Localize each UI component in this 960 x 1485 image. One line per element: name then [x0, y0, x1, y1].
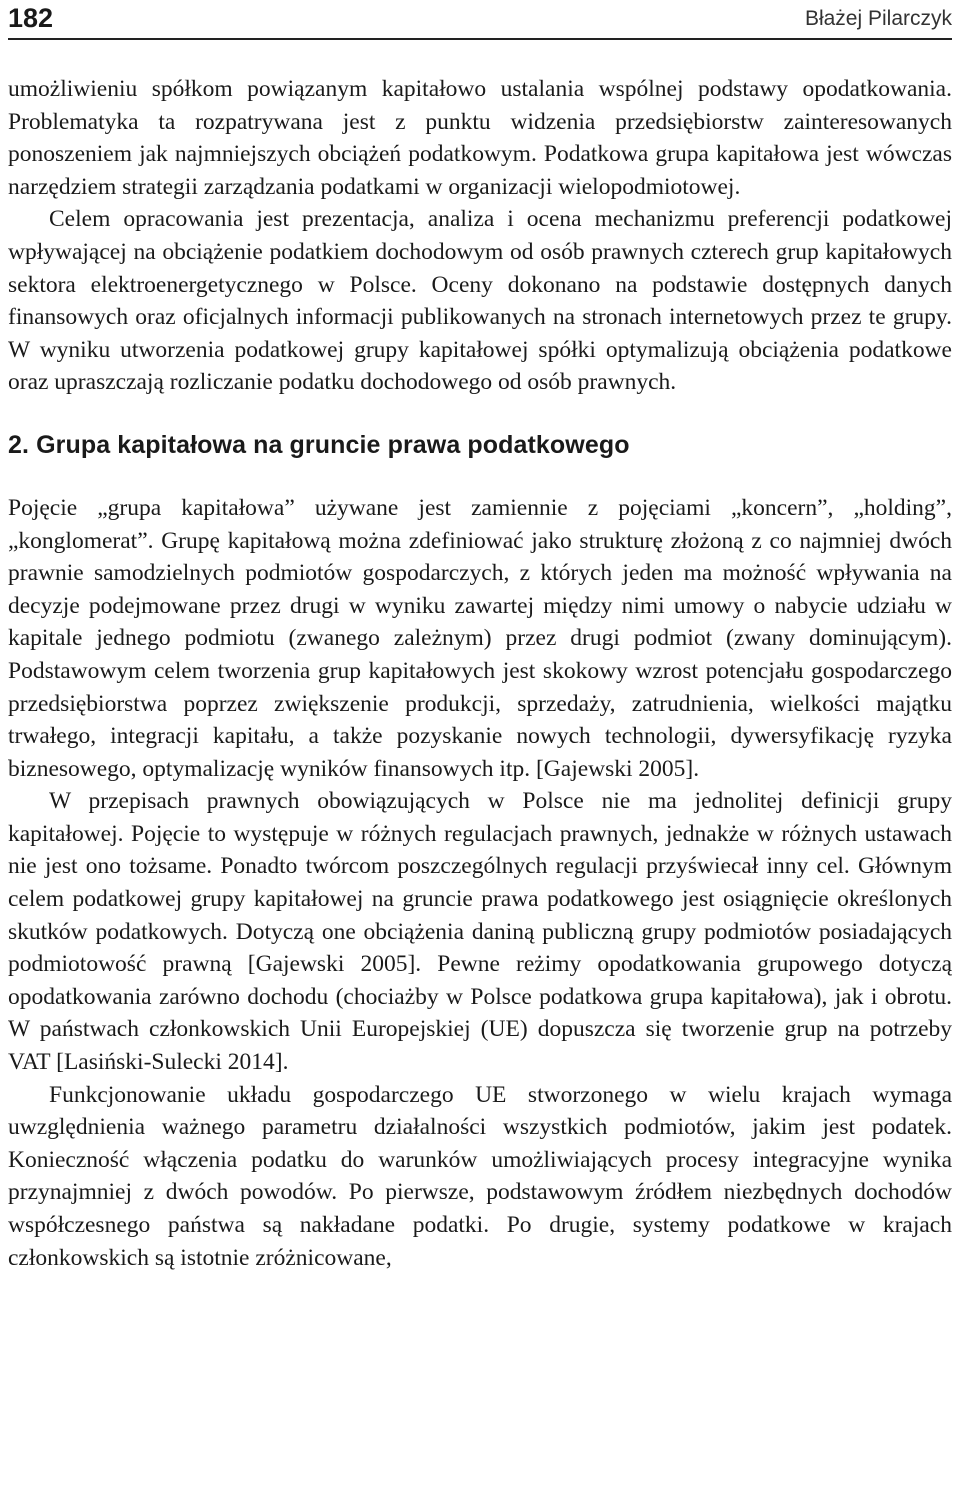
paragraph-aim: Celem opracowania jest prezentacja, analiza i ocena mechanizmu preferencji podatkowej wpływającej na obciążenie podatkiem dochodowym od osób prawnych czterech grup kapitałowych sektora elektroenergetycznego w Polsce. Oceny dokonano na podstawie dostępnych danych finansowych oraz oficjalnych informacji publikowanych na stronach internetowych przez te grupy. W wyniku utworzenia podatkowej grupy kapitałowej spółki optymalizują obciążenia podatkowe oraz upraszczają rozliczanie podatku dochodowego od osób prawnych. [8, 206, 952, 396]
page-number: 182 [8, 3, 54, 33]
header-rule [8, 38, 952, 40]
running-header [8, 0, 952, 38]
paragraph-eu-economy: Funkcjonowanie układu gospodarczego UE stworzonego w wielu krajach wymaga uwzględnienia ważnego parametru działalności wszystkich podmiotów, jakim jest podatek. Konieczność włączenia podatku do warunków umożliwiających procesy integracyjne wynika przynajmniej z dwóch powodów. Po pierwsze, podstawowym źródłem niezbędnych dochodów współczesnego państwa są nakładane podatki. Po drugie, systemy podatkowe w krajach członkowskich są istotnie zróżnicowane, [8, 1081, 952, 1271]
document-page [8, 0, 952, 1485]
paragraph-definition: Pojęcie „grupa kapitałowa” używane jest zamiennie z pojęciami „koncern”, „holding”, „konglomerat”. Grupę kapitałową można zdefiniować jako strukturę złożoną z co najmniej dwóch prawnie samodzielnych podmiotów gospodarczych, z których jeden ma możność wpływania na decyzje podejmowane przez drugi w wyniku zawartej między nimi umowy o nabycie udziału w kapitale jednego podmiotu (zwanego zależnym) przez drugi podmiot (zwany dominującym). Podstawowym celem tworzenia grup kapitałowych jest skokowy wzrost potencjału gospodarczego przedsiębiorstwa poprzez zwiększenie produkcji, sprzedaży, zatrudnienia, wielkości majątku trwałego, integracji kapitału, a także pozyskanie nowych technologii, dywersyfikację ryzyka biznesowego, optymalizację wyników finansowych itp. [Gajewski 2005]. [8, 494, 952, 782]
running-head-author: Błażej Pilarczyk [804, 7, 952, 30]
article-body [8, 73, 952, 1274]
paragraph-continued: umożliwieniu spółkom powiązanym kapitałowo ustalania wspólnej podstawy opodatkowania. Problematyka ta rozpatrywana jest z punktu widzenia przedsiębiorstw zainteresowanych ponoszeniem jak najmniejszych obciążeń podatkowym. Podatkowa grupa kapitałowa jest wówczas narzędziem strategii zarządzania podatkami w organizacji wielopodmiotowej. [8, 76, 952, 200]
section-heading: 2. Grupa kapitałowa na gruncie prawa podatkowego [8, 430, 630, 459]
paragraph-legal-provisions: W przepisach prawnych obowiązujących w Polsce nie ma jednolitej definicji grupy kapitałowej. Pojęcie to występuje w różnych regulacjach prawnych, jednakże w różnych ustawach nie jest ono tożsame. Ponadto twórcom poszczególnych regulacji przyświecał inny cel. Głównym celem podatkowej grupy kapitałowej na gruncie prawa podatkowego jest osiągnięcie określonych skutków podatkowych. Dotyczą one obciążenia daniną publiczną grupy podmiotów posiadających podmiotowość prawną [Gajewski 2005]. Pewne reżimy opodatkowania grupowego dotyczą opodatkowania zarówno dochodu (chociażby w Polsce podatkowa grupa kapitałowa), jak i obrotu. W państwach członkowskich Unii Europejskiej (UE) dopuszcza się tworzenie grup na potrzeby VAT [Lasiński-Sulecki 2014]. [8, 788, 952, 1076]
